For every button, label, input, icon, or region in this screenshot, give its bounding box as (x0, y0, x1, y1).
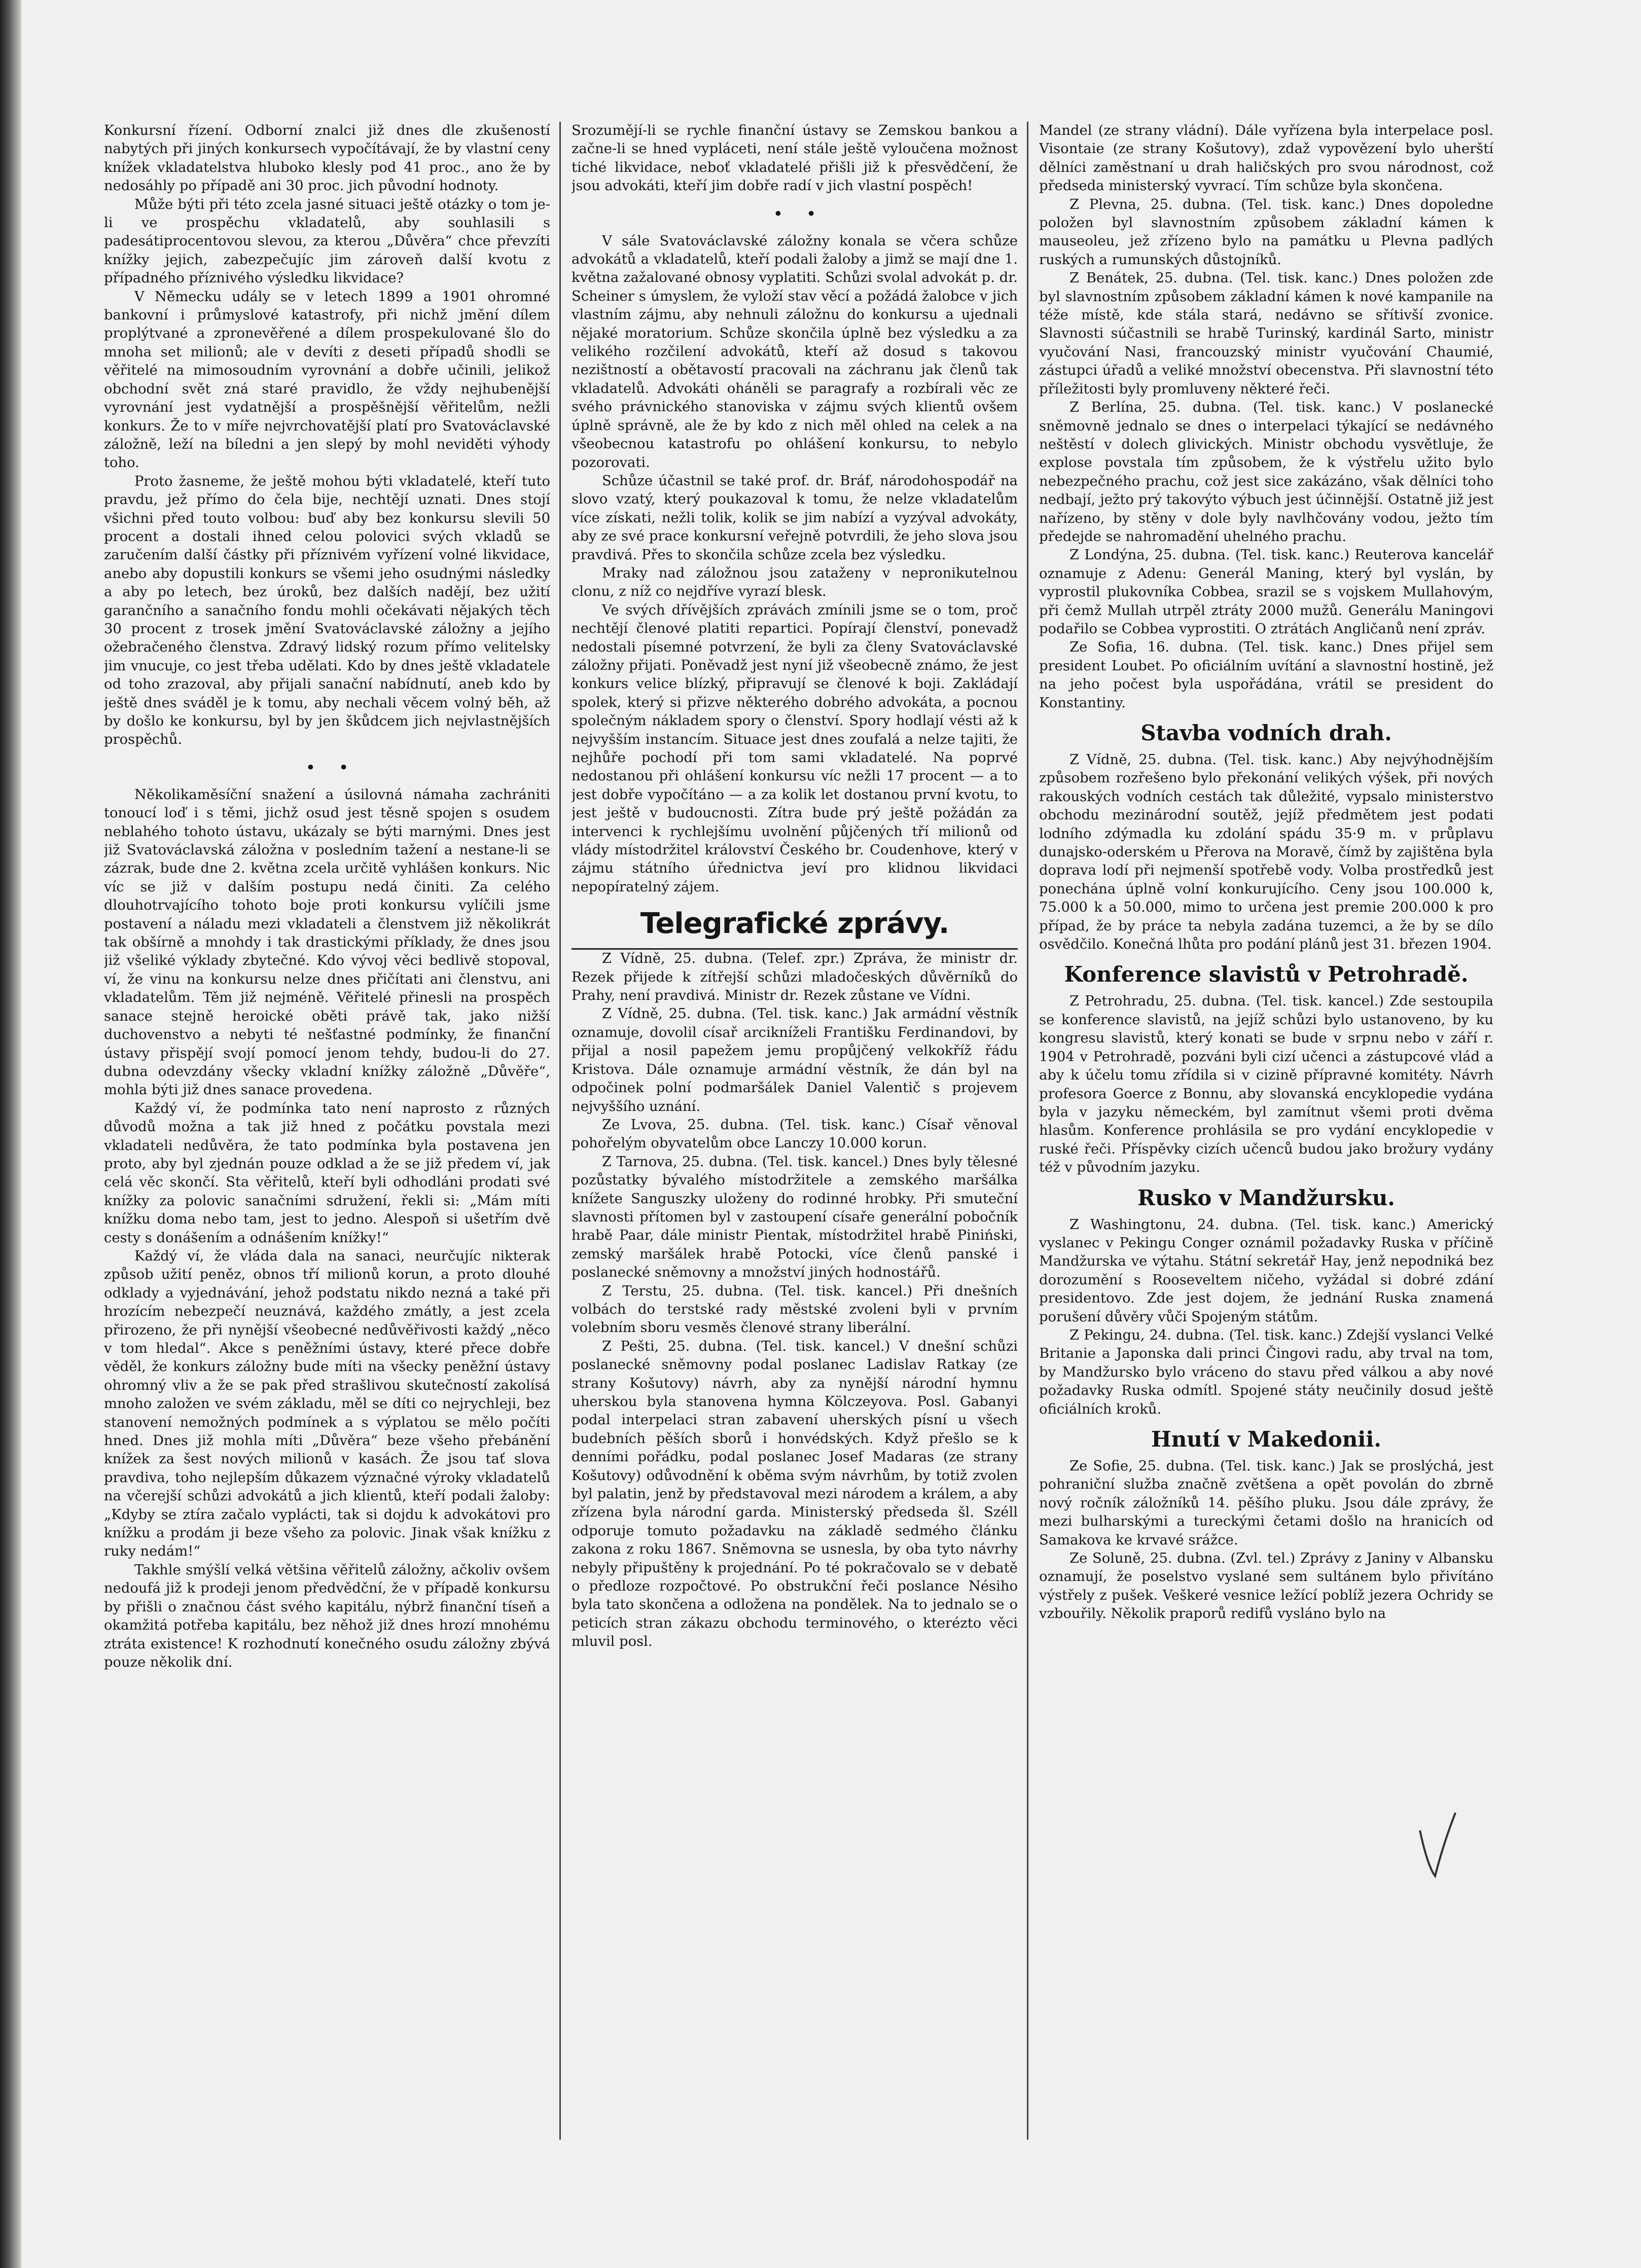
column-rule (559, 122, 561, 2140)
news-item: Z Pešti, 25. dubna. (Tel. tisk. kancel.) V dnešní schůzi poslanecké sněmovny podal poslanec Ladislav Ratkay (ze strany Košutovy) návrh, aby za nynější národní hymnu uherskou byla stanovena hymna Kölczeyova. Posl. Gabanyi podal interpelaci stran zabavení uherských písní u všech budebních pěších sborů i honvédských. Když přešlo se k denními pořádku, podal poslanec Josef Madaras (ze strany Košutovy) odůvodnění k oběma svým návrhům, by totiž zvolen byl palatin, jenž by představoval mezi národem a králem, a aby zřízena byla národní garda. Ministerský předseda šl. Széll odporuje tomuto požadavku na základě sedmého článku zakona z roku 1867. Sněmovna se usnesla, by oba tyto návrhy nebyly připuštěny k projednání. Po té pokračovalo se v debatě o předloze rozpočtové. Po obstrukční řeči poslance Nésiho byla tato skončena a odložena na pondělek. Na to jednalo se o peticích stran zákazu obchodu terminového, o kterézto věci mluvil posl. (572, 1338, 1018, 1650)
news-item: Z Vídně, 25. dubna. (Tel. tisk. kanc.) Jak armádní věstník oznamuje, dovolil císař arcikníželi Františku Ferdinandovi, by přijal a nosil papežem jemu propůjčený velkokříž řádu Kristova. Dále oznamuje armádní věstník, že dán byl na odpočinek polní podmaršálek Daniel Valentič s projevem nejvyššího uznání. (572, 1006, 1018, 1114)
news-item: Ze Sofie, 25. dubna. (Tel. tisk. kanc.) Jak se proslýchá, jest pohraniční služba značně zvětšena a opět povolán do zbrně nový ročník záložníků 14. pěšího pluku. Jsou dále zprávy, že mezi bulharskými a tureckými četami došlo na hranicích od Samakova ke krvavé srážce. (1039, 1458, 1493, 1548)
newspaper-page (104, 122, 1493, 2140)
paragraph: Několikaměsíční snažení a úsilovná námaha zachrániti tonoucí loď i s těmi, jichž osud jest těsně spojen s osudem neblahého tohoto ústavu, ukázaly se býti marnými. Dnes jest již Svatováclavská záložna v posledním tažení a nestane-li se zázrak, bude dne 2. května zcela určitě vyhlášen konkurs. Nic víc se již v dalším postupu nedá činiti. Za celého dlouhotrvajícího tohoto boje proti konkursu vylíčili jsme postavení a náladu mezi vkladateli a členstvem již několikrát tak obšírně a mnohdy i tak drastickými příklady, že dnes jsou již všeliké výklady zbytečné. Kdo vývoj věci bedlivě stopoval, ví, že vinu na konkursu nelze dnes přičítati ani členstvu, ani vkladatelům. Těm již nejméně. Věřitelé přinesli na prospěch sanace stejně heroické oběti právě tak, jako nižší duchovenstvo a nebyti té nešťastné podmínky, že finanční ústavy přispějí svojí pomocí jenom tehdy, budou-li do 27. dubna odevzdány všecky vkladní knížky záložně „Důvěře“, mohla býti již dnes sanace provedena. (104, 786, 550, 1098)
paragraph: Každý ví, že podmínka tato není naprosto z různých důvodů možna a tak již hned z počátku povstala mezi vkladateli nedůvěra, že tato podmínka byla postavena jen proto, aby byl zjednán pouze odklad a že se již předem ví, jak celá věc skončí. Sta věřitelů, kteří byli odhodláni prodati své knížky za polovic sanačními sdružení, řekli si: „Mám míti knížku doma nebo tam, jest to jedno. Alespoň si ušetřím dvě cesty s donášením a odnášením knížky!“ (104, 1100, 550, 1246)
binding-shadow (0, 0, 21, 2268)
news-item: Z Vídně, 25. dubna. (Tel. tisk. kanc.) Aby nejvýhodnějším způsobem rozřešeno bylo překonání velikých výšek, při nových rakouských vodních cestách tak důležité, vypsalo ministerstvo obchodu mezinárodní soutěž, jejíž předmětem jest podati lodního zdýmadla ku zdolání spádu 35·9 m. v průplavu dunajsko-oderském u Přerova na Moravě, čímž by zajištěna byla doprava lodí při nejmenší spotřebě vody. Volba prostředků jest ponechána úplně volní konkurujícího. Ceny jsou 100.000 k, 75.000 k a 50.000, mimo to určena jest premie 200.000 k pro případ, že by práce ta nebyla zadána tuzemci, a že by se dílo osvědčilo. Konečná lhůta pro podání plánů jest 31. březen 1904. (1039, 752, 1493, 953)
paragraph: Mandel (ze strany vládní). Dále vyřízena byla interpelace posl. Visontaie (ze strany Košutovy), zdaž vypovězení bylo uherští dělníci zaměstnaní u drah haličských pro svou národnost, což předseda ministerský vyvrací. Tím schůze byla skončena. (1039, 123, 1493, 194)
news-item: Ze Lvova, 25. dubna. (Tel. tisk. kanc.) Císař věnoval pohořelým obyvatelům obce Lanczy 10.000 korun. (572, 1117, 1018, 1151)
section-separator: • • (306, 759, 348, 776)
news-item: Z Washingtonu, 24. dubna. (Tel. tisk. kanc.) Americký vyslanec v Pekingu Conger oznámil požadavky Ruska v příčině Mandžurska ve výtahu. Státní sekretář Hay, jenž nepodniká bez dorozumění s Rooseveltem ničeho, vyžádal si dobré zdání presidentovo. Zde jest dojem, že jednání Ruska znamená porušení důvěry vůči Spojeným státům. (1039, 1216, 1493, 1325)
news-item: Z Pekingu, 24. dubna. (Tel. tisk. kanc.) Zdejší vyslanci Velké Britanie a Japonska dali princi Čingovi radu, aby trval na tom, by Mandžursko bylo vráceno do stavu před válkou a aby nové požadavky Ruska odmítl. Spojené státy neučinily dosud ještě oficiálních kroků. (1039, 1327, 1493, 1417)
news-item: Z Vídně, 25. dubna. (Telef. zpr.) Zpráva, že ministr dr. Rezek přijede k zítřejší schůzi mladočeských důvěrníků do Prahy, není pravdivá. Ministr dr. Rezek zůstane ve Vídni. (572, 951, 1018, 1004)
news-item: Z Tarnova, 25. dubna. (Tel. tisk. kancel.) Dnes byly tělesné pozůstatky bývalého místodržitele a zemského maršálka knížete Sanguszky uloženy do rodinné hrobky. Při smuteční slavnosti přítomen byl v zastoupení císaře generální pobočník hrabě Paar, dále ministr Pientak, místodržitel hrabě Piniński, zemský maršálek hrabě Potocki, více členů panské i poslanecké sněmovny a množství jiných hodnostářů. (572, 1154, 1018, 1281)
paragraph: Každý ví, že vláda dala na sanaci, neurčujíc nikterak způsob užití peněz, obnos tří milionů korun, a proto dlouhé odklady a vyjednávání, jehož podstatu nikdo nezná a také při hrozícím nebezpečí neuznává, každého zmátly, a jest zcela přirozeno, že při nynější všeobecné nedůvěřivosti každý „něco v tom hledal“. Akce s peněžními ústavy, které přece dobře věděl, že konkurs záložny bude míti na všecky peněžní ústavy ohromný vliv a že se pak před strašlivou skutečností zakolísá mnoho založen ve svém základu, měl se díti co nejrychleji, bez stanovení nemožných podmínek a s výplatou se mělo počíti hned. Dnes již mohla míti „Důvěra“ beze všeho přebánění knížek za šest nových milionů v kasách. Že jsou tať slova pravdiva, toho nejlepším důkazem význačné výroky vkladatelů na včerejší schůzi advokátů a jich klientů, kteří podali žaloby: „Kdyby se ztíra začalo vyplácti, tak si dojdu k advokátovi pro knížku a prodám ji beze všeho za polovic. Jinak však knížku z ruky nedám!“ (104, 1248, 550, 1560)
section-heading: Stavba vodních drah. (1140, 721, 1392, 745)
news-item: Ze Soluně, 25. dubna. (Zvl. tel.) Zprávy z Janiny v Albansku oznamují, že poselstvo vyslané sem sultánem bylo přivítáno výstřely z pušek. Veškeré vesnice ležící poblíž jezera Ochridy se vzbouřily. Několik praporů redifů vysláno bylo na (1039, 1551, 1493, 1622)
section-heading: Telegrafické zprávy. (572, 899, 1018, 950)
section-heading: Hnutí v Makedonii. (1151, 1427, 1381, 1452)
news-item: Z Terstu, 25. dubna. (Tel. tisk. kancel.) Při dnešních volbách do terstské rady městské zvoleni byli v prvním volebním sboru vesměs členové strany liberální. (572, 1283, 1018, 1336)
column-1 (104, 122, 550, 2140)
column-rule (1027, 122, 1028, 2140)
paragraph: Srozumějí-li se rychle finanční ústavy se Zemskou bankou a začne-li se hned vypláceti, není stále ještě vyloučena možnost tiché likvidace, neboť vkladatelé přišli již k přesvědčení, že jsou advokáti, kteří jim dobře radí v jich vlastní pospěch! (572, 123, 1018, 194)
paragraph: Mraky nad záložnou jsou zataženy v nepronikutelnou clonu, z níž co nejdříve vyrazí blesk. (572, 565, 1018, 600)
news-item: Z Benátek, 25. dubna. (Tel. tisk. kanc.) Dnes položen zde byl slavnostním způsobem základní kámen k nové kampanile na téže místě, kde stála stará, nedávno se sřítivší zvonice. Slavnosti súčastnili se hrabě Turinský, kardinál Sarto, ministr vyučování Nasi, francouzský ministr vyučování Chaumié, zástupci úřadů a veliké množství obecenstva. Při slavnostní této příležitosti byly promluveny některé řeči. (1039, 270, 1493, 397)
paragraph: Konkursní řízení. Odborní znalci již dnes dle zkušeností nabytých při jiných konkursech vypočítávají, že by vlastní ceny knížek vkladatelstva hluboko klesly pod 41 proc., ano že by nedosáhly po případě ani 30 proc. jich původní hodnoty. (104, 123, 550, 194)
section-heading: Konference slavistů v Petrohradě. (1064, 962, 1469, 987)
section-separator: • • (773, 205, 816, 222)
news-item: Ze Sofia, 16. dubna. (Tel. tisk. kanc.) Dnes přijel sem president Loubet. Po oficiálním uvítání a slavnostní hostině, jež na jeho počest byla uspořádána, vrátil se president do Konstantiny. (1039, 639, 1493, 711)
paragraph: Takhle smýšlí velká většina věřitelů záložny, ačkoliv ovšem nedoufá již k prodeji jenom předvědční, že v případě konkursu by přišli o značnou část svého kapitálu, nýbrž finanční tíseň a okamžitá potřeba kapitálu, bez něhož již dnes hrozí mnohému ztráta existence! K rozhodnutí konečného osudu záložny zbývá pouze několik dní. (104, 1562, 550, 1670)
news-item: Z Berlína, 25. dubna. (Tel. tisk. kanc.) V poslanecké sněmovně jednalo se dnes o interpelaci týkající se nedávného neštěstí v dolech glivických. Ministr obchodu vysvětluje, že explose povstala tím způsobem, že k výstřelu užito bylo nebezpečného prachu, což jest sice zakázáno, však dělníci toho nedbají, ježto prý takovýto výbuch jest účinnější. Ostatně již jest nařízeno, by stěny v dole byly navlhčovány vodou, ježto tím předejde se nahromadění uhelného prachu. (1039, 400, 1493, 545)
section-heading: Rusko v Mandžursku. (1137, 1185, 1395, 1210)
news-item: Z Londýna, 25. dubna. (Tel. tisk. kanc.) Reuterova kancelář oznamuje z Adenu: Generál Maning, který byl vyslán, by vyprostil plukovníka Cobbea, srazil se s vojskem Mullahovým, při čemž Mullah utrpěl ztráty 2000 mužů. Generálu Maningovi podařilo se Cobbea vyprostiti. O ztrátách Angličanů není zpráv. (1039, 547, 1493, 637)
paragraph: Může býti při této zcela jasné situaci ještě otázky o tom je-li ve prospěchu vkladatelů, aby souhlasili s padesátiprocentovou slevou, za kterou „Důvěra“ chce převzíti knížky jejich, zabezpečujíc jim zároveň další kvotu z případného příznivého výsledku likvidace? (104, 196, 550, 286)
paragraph: Proto žasneme, že ještě mohou býti vkladatelé, kteří tuto pravdu, jež přímo do čela bije, nechtějí uznati. Dnes stojí všichni před touto volbou: buď aby bez konkursu slevili 50 procent a dostali ihned celou polovici svých vkladů se zaručením další částky při příznivém vyřízení volné likvidace, anebo aby dopustili konkurs se všemi jeho osudnými následky a aby po letech, bez úroků, bez dalších nadějí, bez užití garančního a sanačního fondu mohli očekávati nějakých těch 30 procent z trosek jmění Svatováclavské záložny a jejího ožebračeného členstva. Zdravý lidský rozum přímo velitelsky jim vnucuje, co jest třeba udělati. Kdo by dnes ještě vkladatele od toho zrazoval, aby přijali sanační nabídnutí, aneb kdo by ještě dnes sváděl je k tomu, aby nechali věcem volný běh, až by došlo ke konkursu, byl by jen škůdcem jich nejvlastnějších prospěchů. (104, 473, 550, 748)
column-2 (572, 122, 1018, 2140)
paragraph: Ve svých dřívějších zprávách zmínili jsme se o tom, proč nechtějí členové platiti repartici. Popírají členství, ponevadž nedostali písemné potvrzení, že byli za členy Svatováclavské záložny přijati. Poněvadž jest nyní již všeobecně známo, že jest konkurs velice blízký, připravují se členové k boji. Zakládají spolek, který si přizve některého dobrého advokáta, a pocnou společným nákladem spory o členství. Spory hodlají vésti až k nejvyšším instancím. Situace jest dnes zoufalá a nelze tajiti, že nejhůře pochodí při tom sami vkladatelé. Na poprvé nedostanou při ohlášení konkursu víc nežli 17 procent — a to jest dobře vypočítáno — a za kolik let dostanou první kvotu, to jest ještě v budoucnosti. Zítra bude prý ještě požádán za intervenci k rychlejšímu uvolnění půjčených tří milionů od vlády místodržitel království Českého br. Coudenhove, který v zájmu státního úřednictva jeví pro klidnou likvidaci nepopíratelný zájem. (572, 602, 1018, 895)
handwritten-check-mark (1415, 1810, 1460, 1881)
news-item: Z Petrohradu, 25. dubna. (Tel. tisk. kancel.) Zde sestoupila se konference slavistů, na jejíž schůzi bylo ustanoveno, by ku kongresu slavistů, který konati se bude v srpnu nebo v září r. 1904 v Petrohradě, pozváni byli cizí učenci a zástupcové vlád a aby k účelu tomu zřídila si v cizině přípravné komitéty. Návrh profesora Goerce z Bonnu, aby slovanská encyklopedie vydána byla v jazyku německém, byl zamítnut všemi proti dvěma hlasům. Konference prohlásila se pro vydání encyklopedie v ruské řeči. Příspěvky cizích učenců budou jako brožury vydány též v původním jazyku. (1039, 993, 1493, 1176)
paragraph: V Německu udály se v letech 1899 a 1901 ohromné bankovní i průmyslové katastrofy, při nichž jmění dílem proplýtvané a zpronevěřené a dílem prospekulované šlo do mnoha set milionů; ale v devíti z deseti případů shodli se věřitelé na mimosoudním vyrovnání a dobře učinili, jelikož obchodní svět zná staré pravidlo, že vždy nejhubenější vyrovnání jest vydatnější a prospěšnější věřitelům, nežli konkurs. Že to v míře nejvrchovatější platí pro Svatováclavské záložně, leží na bíledni a jen slepý by mohl neviděti výhody toho. (104, 289, 550, 471)
news-item: Z Plevna, 25. dubna. (Tel. tisk. kanc.) Dnes dopoledne položen byl slavnostním způsobem základní kámen k mauseoleu, jež zřízeno bylo na památku u Plevna padlých ruských a rumunských důstojníků. (1039, 196, 1493, 268)
paragraph: V sále Svatováclavské záložny konala se včera schůze advokátů a vkladatelů, kteří podali žaloby a jimž se mají dne 1. května zažalované obnosy vyplatiti. Schůzi svolal advokát p. dr. Scheiner s úmyslem, že vyloží stav věcí a požádá žalobce v jich vlastním zájmu, aby nehnuli záložnu do konkursu a ujednali nějaké moratorium. Schůze skončila úplně bez výsledku a za velikého rozčilení advokátů, kteří až dosud s takovou nezištností a obětavostí pracovali na záchranu jak členů tak vkladatelů. Advokáti oháněli se paragrafy a rozbírali věc ze svého právnického stanoviska v zájmu svých klientů ovšem úplně správně, ale že by kdo z nich měl ohled na celek a na všeobecnou katastrofu po ohlášení konkursu, to nebylo pozorovati. (572, 233, 1018, 471)
paragraph: Schůze účastnil se také prof. dr. Bráf, národohospodář na slovo vzatý, který poukazoval k tomu, že nelze vkladatelům více získati, nežli tolik, kolik se jim nabízí a vyzýval advokáty, aby ze své prace konkursní veřejně potvrdili, že jeho slova jsou pravdivá. Přes to skončila schůze zcela bez výsledku. (572, 473, 1018, 563)
